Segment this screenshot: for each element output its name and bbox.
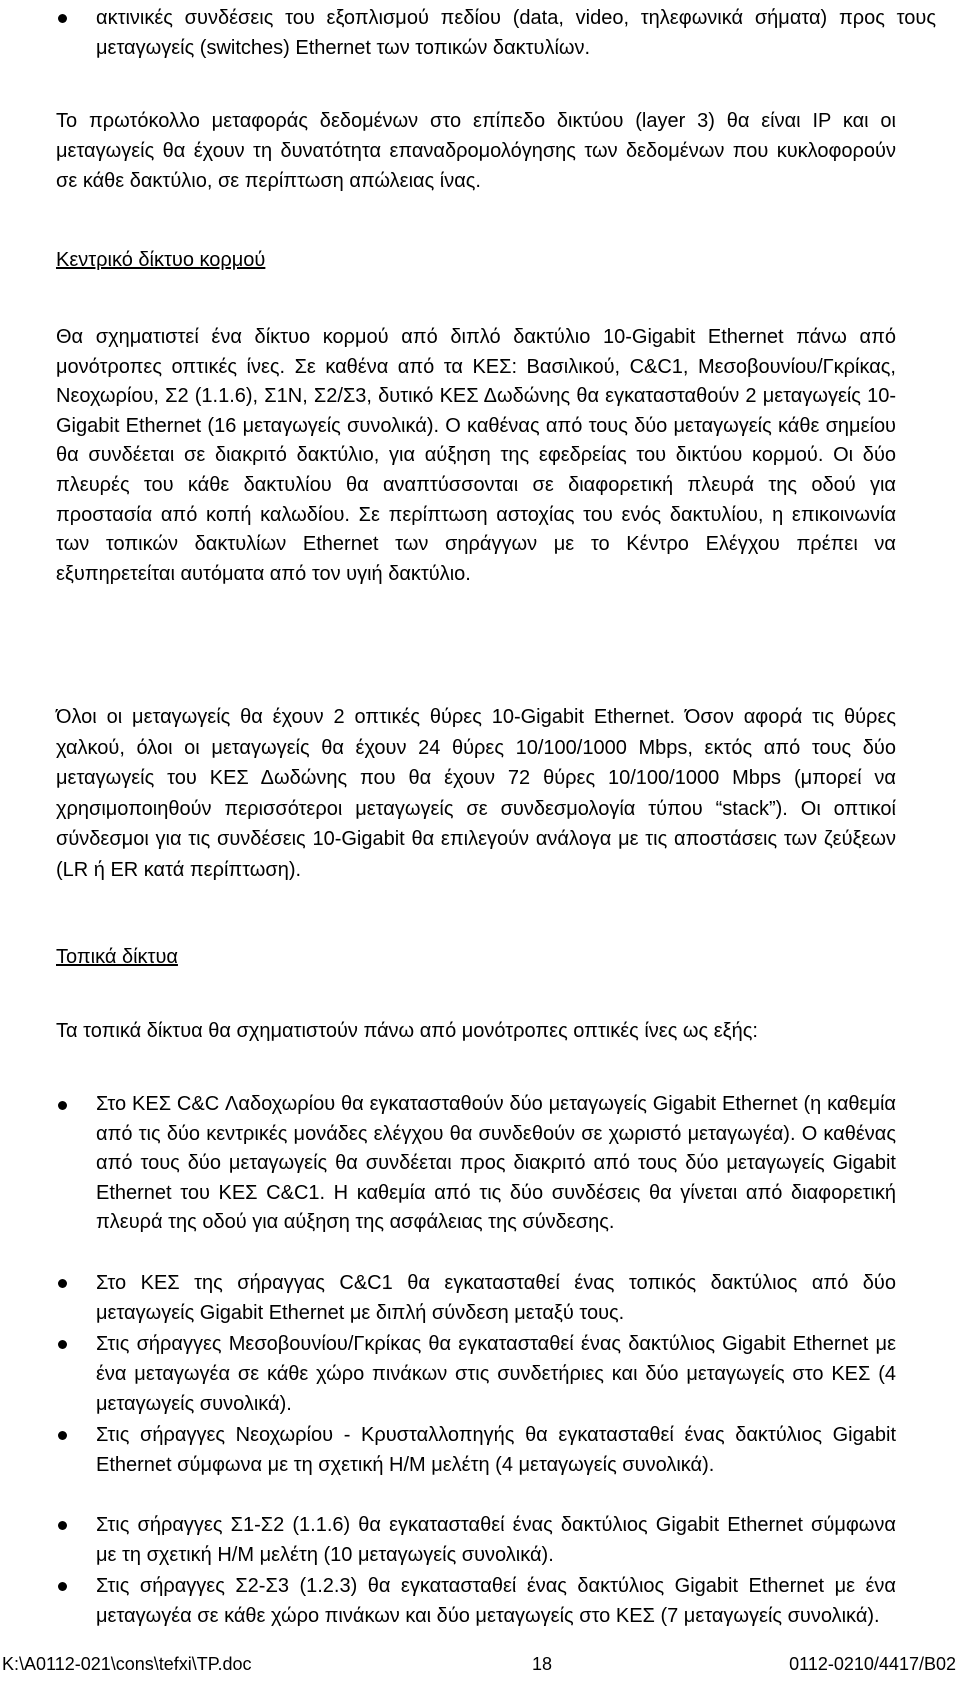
protocol-paragraph: Το πρωτόκολλο μεταφοράς δεδομένων στο επίπεδο δικτύου (layer 3) θα είναι IP και οι μεταγωγείς θα έχουν τη δυνατότητα επαναδρομολόγησης των δεδομένων που κυκλοφορούν σε κάθε δακτύλιο, σε περίπτωση απώλειας ίνας. <box>56 110 896 192</box>
local-networks-heading: Τοπικά δίκτυα <box>56 946 178 968</box>
bullet-icon <box>58 14 67 23</box>
bullet-icon <box>58 1340 67 1349</box>
bullet-icon <box>58 1279 67 1288</box>
bullet-icon <box>58 1431 67 1440</box>
footer-file-path: K:\A0112-021\cons\tefxi\TP.doc <box>2 1654 252 1674</box>
bullet-icon <box>58 1521 67 1530</box>
list-item <box>56 1090 896 1238</box>
bullet-icon <box>58 1582 67 1591</box>
footer-document-code: 0112-0210/4417/B02 <box>789 1654 956 1674</box>
bullet-icon <box>58 1101 67 1110</box>
list-item <box>56 1329 896 1419</box>
top-bullet-text: ακτινικές συνδέσεις του εξοπλισμού πεδίου (data, video, τηλεφωνικά σήματα) προς τους μεταγωγείς (switches) Ethernet των τοπικών δακτυλίων. <box>96 7 936 59</box>
list-item <box>56 1420 896 1480</box>
list-item-text: Στις σήραγγες Νεοχωρίου - Κρυσταλλοπηγής θα εγκατασταθεί ένας δακτύλιος Gigabit Ethernet σύμφωνα με τη σχετική Η/Μ μελέτη (4 μεταγωγείς συνολικά). <box>96 1424 896 1476</box>
list-item-text: Στις σήραγγες Σ2-Σ3 (1.2.3) θα εγκατασταθεί ένας δακτύλιος Gigabit Ethernet με ένα μεταγωγέα σε κάθε χώρο πινάκων και δύο μεταγωγείς στο ΚΕΣ (7 μεταγωγείς συνολικά). <box>96 1575 896 1627</box>
list-item-text: Στο ΚΕΣ της σήραγγας C&C1 θα εγκατασταθεί ένας τοπικός δακτύλιος από δύο μεταγωγείς Gigabit Ethernet με διπλή σύνδεση μεταξύ τους. <box>96 1272 896 1324</box>
list-item-text: Στις σήραγγες Σ1-Σ2 (1.1.6) θα εγκατασταθεί ένας δακτύλιος Gigabit Ethernet σύμφωνα με τη σχετική Η/Μ μελέτη (10 μεταγωγείς συνολικά). <box>96 1514 896 1566</box>
core-network-heading: Κεντρικό δίκτυο κορμού <box>56 249 266 271</box>
list-item <box>56 1268 896 1328</box>
core-network-paragraph: Θα σχηματιστεί ένα δίκτυο κορμού από διπλό δακτύλιο 10-Gigabit Ethernet πάνω από μονότροπες οπτικές ίνες. Σε καθένα από τα ΚΕΣ: Βασιλικού, C&C1, Μεσοβουνίου/Γκρίκας, Νεοχωρίου, Σ2 (1.1.6), Σ1Ν, Σ2/Σ3, δυτικό ΚΕΣ Δωδώνης θα εγκατασταθούν 2 μεταγωγείς 10-Gigabit Ethernet (16 μεταγωγείς συνολικά). Ο καθένας από τους δύο μεταγωγείς κάθε σημείου θα συνδέεται σε διακριτό δακτύλιο, για αύξηση της εφεδρείας του δικτύου κορμού. Οι δύο πλευρές του κάθε δακτυλίου θα αναπτύσσονται σε διαφορετική πλευρά της οδού για προστασία από κοπή καλωδίου. Σε περίπτωση αστοχίας του ενός δακτυλίου, η επικοινωνία των τοπικών δακτυλίων Ethernet των σηράγγων με το Κέντρο Ελέγχου πρέπει να εξυπηρετείται αυτόματα από τον υγιή δακτύλιο. <box>56 326 896 585</box>
list-item-text: Στο ΚΕΣ C&C Λαδοχωρίου θα εγκατασταθούν δύο μεταγωγείς Gigabit Ethernet (η καθεμία από τις δύο κεντρικές μονάδες ελέγχου θα συνδεθούν σε χωριστό μεταγωγέα). Ο καθένας από τους δύο μεταγωγείς θα συνδέεται προς διακριτό από τους δύο μεταγωγείς Gigabit Ethernet του ΚΕΣ C&C1. Η καθεμία από τις δύο συνδέσεις θα γίνεται από διαφορετική πλευρά της οδού για αύξηση της ασφάλειας της σύνδεσης. <box>96 1093 896 1234</box>
page-footer <box>0 1652 960 1676</box>
local-networks-intro: Τα τοπικά δίκτυα θα σχηματιστούν πάνω από μονότροπες οπτικές ίνες ως εξής: <box>56 1020 758 1042</box>
top-bullet-item <box>56 3 936 63</box>
list-item-text: Στις σήραγγες Μεσοβουνίου/Γκρίκας θα εγκατασταθεί ένας δακτύλιος Gigabit Ethernet με ένα μεταγωγέα σε κάθε χώρο πινάκων στις συνδετήριες και δύο μεταγωγείς στο ΚΕΣ (4 μεταγωγείς συνολικά). <box>96 1333 896 1415</box>
ports-paragraph: Όλοι οι μεταγωγείς θα έχουν 2 οπτικές θύρες 10-Gigabit Ethernet. Όσον αφορά τις θύρες χαλκού, όλοι οι μεταγωγείς θα έχουν 24 θύρες 10/100/1000 Mbps, εκτός από τους δύο μεταγωγείς του ΚΕΣ Δωδώνης που θα έχουν 72 θύρες 10/100/1000 Mbps (μπορεί να χρησιμοποιηθούν περισσότεροι μεταγωγείς σε συνδεσμολογία τύπου “stack”). Οι οπτικοί σύνδεσμοι για τις συνδέσεις 10-Gigabit θα επιλεγούν ανάλογα με τις αποστάσεις των ζεύξεων (LR ή ER κατά περίπτωση). <box>56 706 896 881</box>
footer-page-number: 18 <box>532 1654 553 1674</box>
list-item <box>56 1571 896 1631</box>
list-item <box>56 1510 896 1570</box>
